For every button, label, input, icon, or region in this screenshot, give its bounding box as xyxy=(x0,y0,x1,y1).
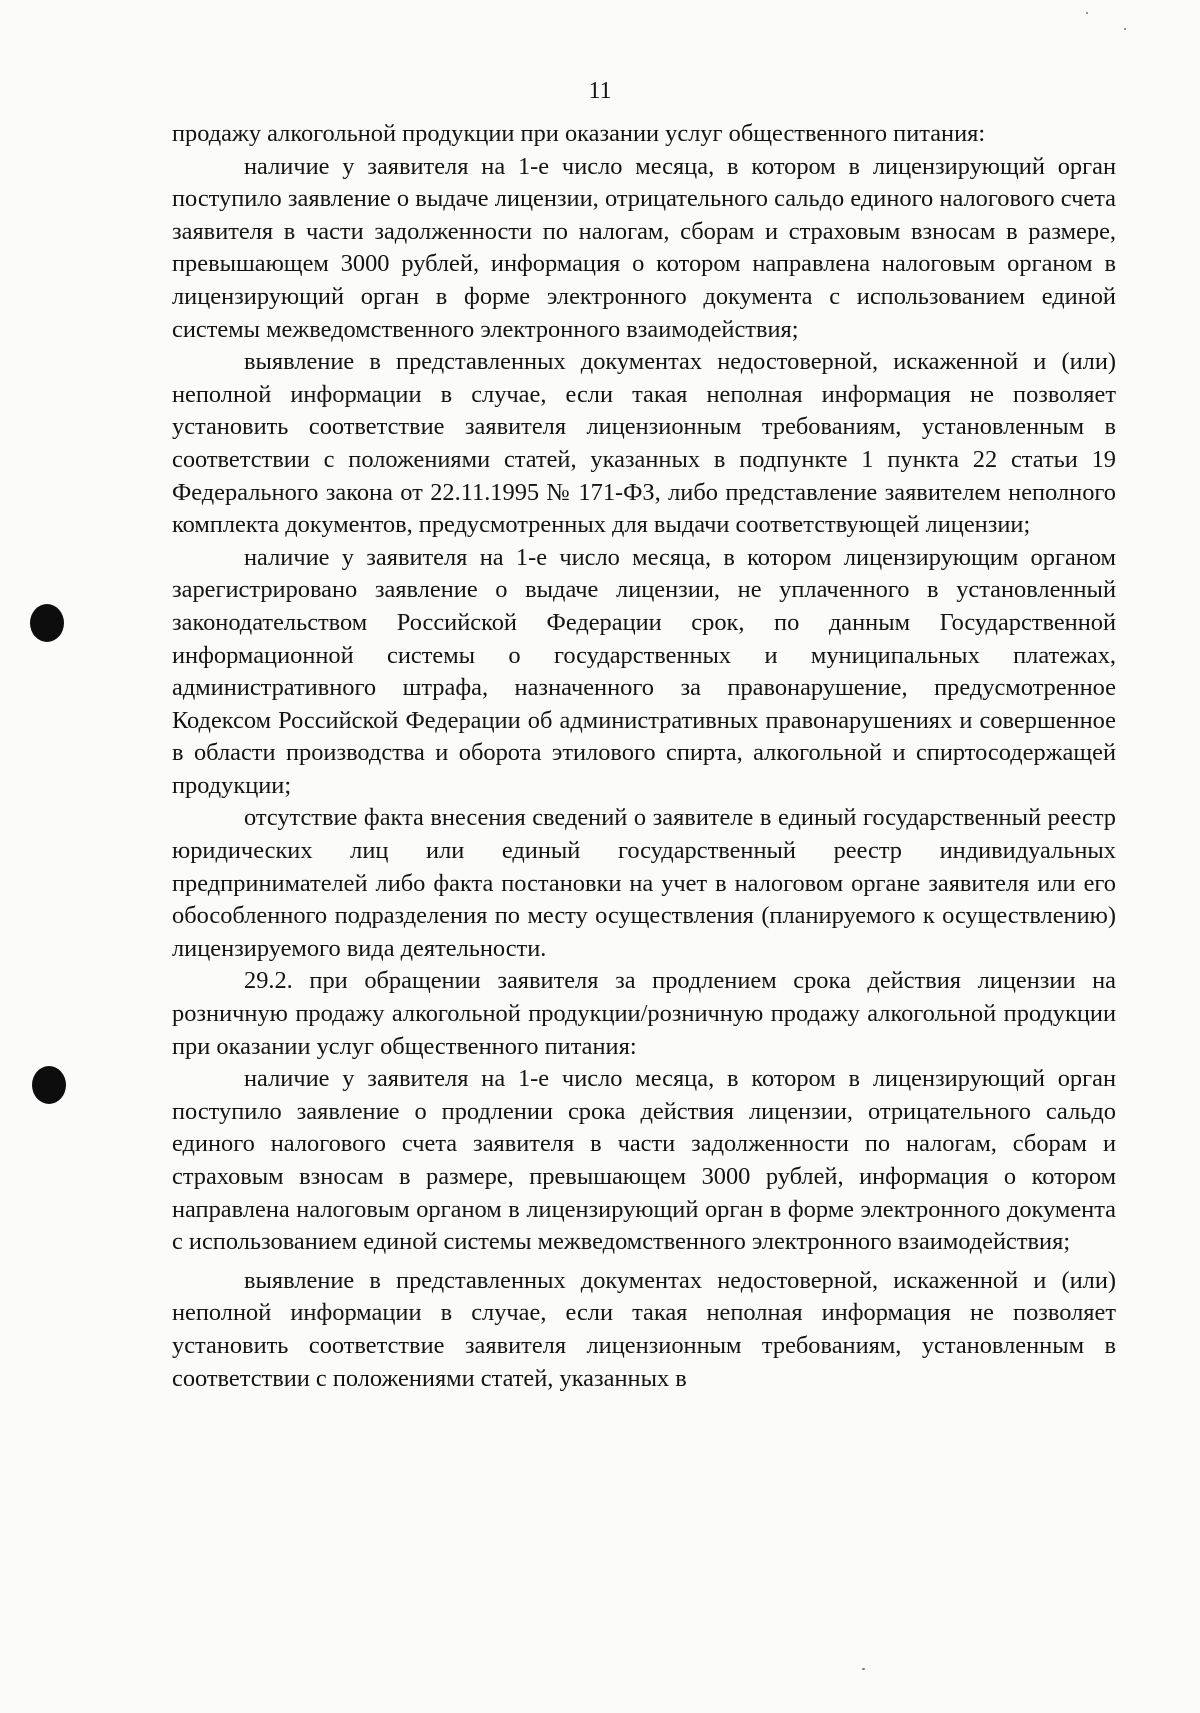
punch-hole-upper xyxy=(30,604,64,642)
scan-speck xyxy=(1124,28,1126,30)
punch-hole-lower xyxy=(32,1066,66,1104)
scan-speck xyxy=(862,1668,865,1670)
scan-speck xyxy=(1086,12,1088,14)
paragraph-no-registration: отсутствие факта внесения сведений о заявителе в единый государственный реестр юридических лиц или единый государственный реестр индивидуальных предпринимателей либо факта постановки на учет в налоговом органе заявителя или его обособленного подразделения по месту осуществления (планируемого к осуществлению) лицензируемого вида деятельности. xyxy=(172,804,1116,962)
paragraph-renewal-false-information: выявление в представленных документах недостоверной, искаженной и (или) неполной информации в случае, если такая неполная информация не позволяет установить соответствие заявителя лицензионным требованиям, установленным в соответствии с положениями статей, указанных в xyxy=(172,1266,1116,1392)
paragraph-renewal-negative-balance: наличие у заявителя на 1-е число месяца, в котором в лицензирующий орган поступило заявление о продлении срока действия лицензии, отрицательного сальдо единого налогового счета заявителя в части задолженности по налогам, сборам и страховым взносам в размере, превышающем 3000 рублей, информация о котором направлена налоговым органом в лицензирующий орган в форме электронного документа с использованием единой системы межведомственного электронного взаимодействия; xyxy=(172,1065,1116,1256)
page-number: 11 xyxy=(588,78,612,104)
paragraph-false-information: выявление в представленных документах недостоверной, искаженной и (или) неполной информации в случае, если такая неполная информация не позволяет установить соответствие заявителя лицензионным требованиям, установленным в соответствии с положениями статей, указанных в подпункте 1 пункта 22 статьи 19 Федерального закона от 22.11.1995 № 171-ФЗ, либо представление заявителем неполного комплекта документов, предусмотренных для выдачи соответствующей лицензии; xyxy=(172,348,1116,539)
paragraph-unpaid-fine: наличие у заявителя на 1-е число месяца, в котором лицензирующим органом зарегистрировано заявление о выдаче лицензии, не уплаченного в установленный законодательством Российской Федерации срок, по данным Государственной информационной системы о государственных и муниципальных платежах, административного штрафа, назначенного за правонарушение, предусмотренное Кодексом Российской Федерации об административных правонарушениях и совершенное в области производства и оборота этилового спирта, алкогольной и спиртосодержащей продукции; xyxy=(172,543,1116,799)
paragraph-negative-balance: наличие у заявителя на 1-е число месяца, в котором в лицензирующий орган поступило заявление о выдаче лицензии, отрицательного сальдо единого налогового счета заявителя в части задолженности по налогам, сборам и страховым взносам в размере, превышающем 3000 рублей, информация о котором направлена налоговым органом в лицензирующий орган в форме электронного документа с использованием единой системы межведомственного электронного взаимодействия; xyxy=(172,152,1116,343)
document-body xyxy=(172,118,1116,1395)
paragraph-29-2-heading: 29.2. при обращении заявителя за продлением срока действия лицензии на розничную продажу алкогольной продукции/розничную продажу алкогольной продукции при оказании услуг общественного питания: xyxy=(172,967,1116,1060)
paragraph-continuation: продажу алкогольной продукции при оказании услуг общественного питания: xyxy=(172,120,986,147)
